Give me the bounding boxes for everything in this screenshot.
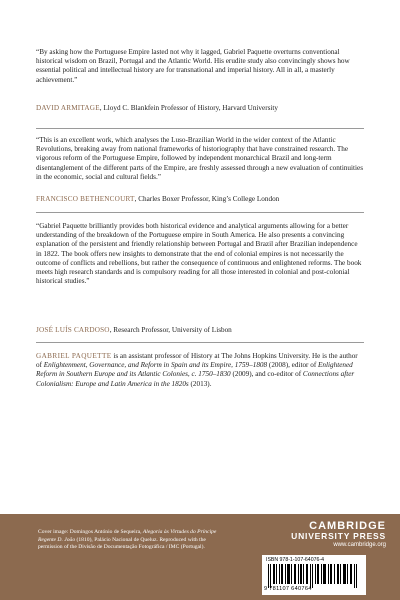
barcode-icon [268, 564, 360, 588]
barcode-panel [262, 555, 366, 595]
attribution-cardoso [36, 326, 364, 335]
bio-text: (2008), editor of [267, 361, 319, 370]
credit-text: Cover image: Domingos António de Sequeira, [38, 529, 143, 535]
publisher-url: www.cambridge.org [333, 542, 386, 548]
quote-text: “This is an excellent work, which analyses the Luso-Brazilian World in the wider context of the Atlantic Revolutions, breaking away from national frameworks of historiography that have constrained research. The vigorous reform of the Portuguese Empire, followed by independent monarchical Brazil and long-term disentanglement of the different parts of the Empire, are freshly assessed through a new evaluation of continuities in the economic, social and cultural fields.” [36, 136, 363, 181]
endorser-name: DAVID ARMITAGE [36, 104, 100, 112]
isbn-label: ISBN 978-1-107-64076-4 [266, 557, 324, 563]
endorser-title: , Lloyd C. Blankfein Professor of History, Harvard University [99, 104, 278, 112]
publisher-name: CAMBRIDGE [309, 520, 386, 532]
publisher-subname: UNIVERSITY PRESS [291, 531, 386, 541]
publisher-logo [291, 520, 386, 548]
attribution-armitage [36, 104, 364, 113]
divider [36, 128, 364, 129]
barcode-number: 9 781107 640764 [264, 586, 312, 592]
attribution-bethencourt [36, 195, 364, 204]
cover-image-credit [38, 529, 228, 552]
divider [36, 212, 364, 213]
author-name: GABRIEL PAQUETTE [36, 352, 112, 360]
author-bio [36, 352, 364, 389]
bio-text: is an assistant professor of History at The Johns Hopkins University. He is the author of [36, 352, 358, 370]
bio-text: (2013). [188, 379, 212, 388]
divider [36, 342, 364, 343]
endorser-name: FRANCISCO BETHENCOURT [36, 195, 135, 203]
quote-bethencourt [36, 136, 364, 182]
book-title: Connections after Colonialism: Europe and Latin America in the 1820s [36, 370, 355, 388]
quote-text: “By asking how the Portuguese Empire lasted not why it lagged, Gabriel Paquette overturns conventional historical wisdom on Brazil, Portugal and the Atlantic World. His erudite study also convincingly shows how essential political and intellectual history are for transnational and imperial history. All in all, a masterly achievement.” [36, 48, 350, 84]
quote-text: “Gabriel Paquette brilliantly provides both historical evidence and analytical arguments allowing for a better understanding of the breakdown of the Portuguese empire in South America. He also presents a convincing explanation of the persistent and friendly relationship between Portugal and Brazil after Brazilian independence in 1822. The book offers new insights to demonstrate that the end of colonial empires is not necessarily the outcome of conflicts and rebellions, but rather the consequence of continuous and enlightened reforms. The book meets high research standards and is compulsory reading for all those interested in colonial and post-colonial historical studies.” [36, 222, 362, 286]
credit-text: (1810), Palácio Nacional de Queluz. Reproduced with the permission of the Divisão de Documentação Fotográfica / IMC (Portugal). [38, 536, 206, 551]
endorser-name: JOSÉ LUÍS CARDOSO [36, 326, 110, 334]
bio-text: (2009), and co-editor of [230, 370, 303, 379]
quote-cardoso [36, 222, 364, 286]
book-title: Enlightenment, Governance, and Reform in Spain and its Empire, 1759–1808 [43, 361, 268, 370]
artwork-title: Alegoria às Virtudes do Príncipe Regente D. João [38, 529, 217, 543]
book-title: Enlightened Reform in Southern Europe and its Atlantic Colonies, c. 1750–1830 [36, 361, 353, 379]
endorser-title: , Research Professor, University of Lisbon [109, 326, 232, 334]
endorser-title: , Charles Boxer Professor, King’s College London [134, 195, 280, 203]
quote-armitage [36, 48, 364, 85]
